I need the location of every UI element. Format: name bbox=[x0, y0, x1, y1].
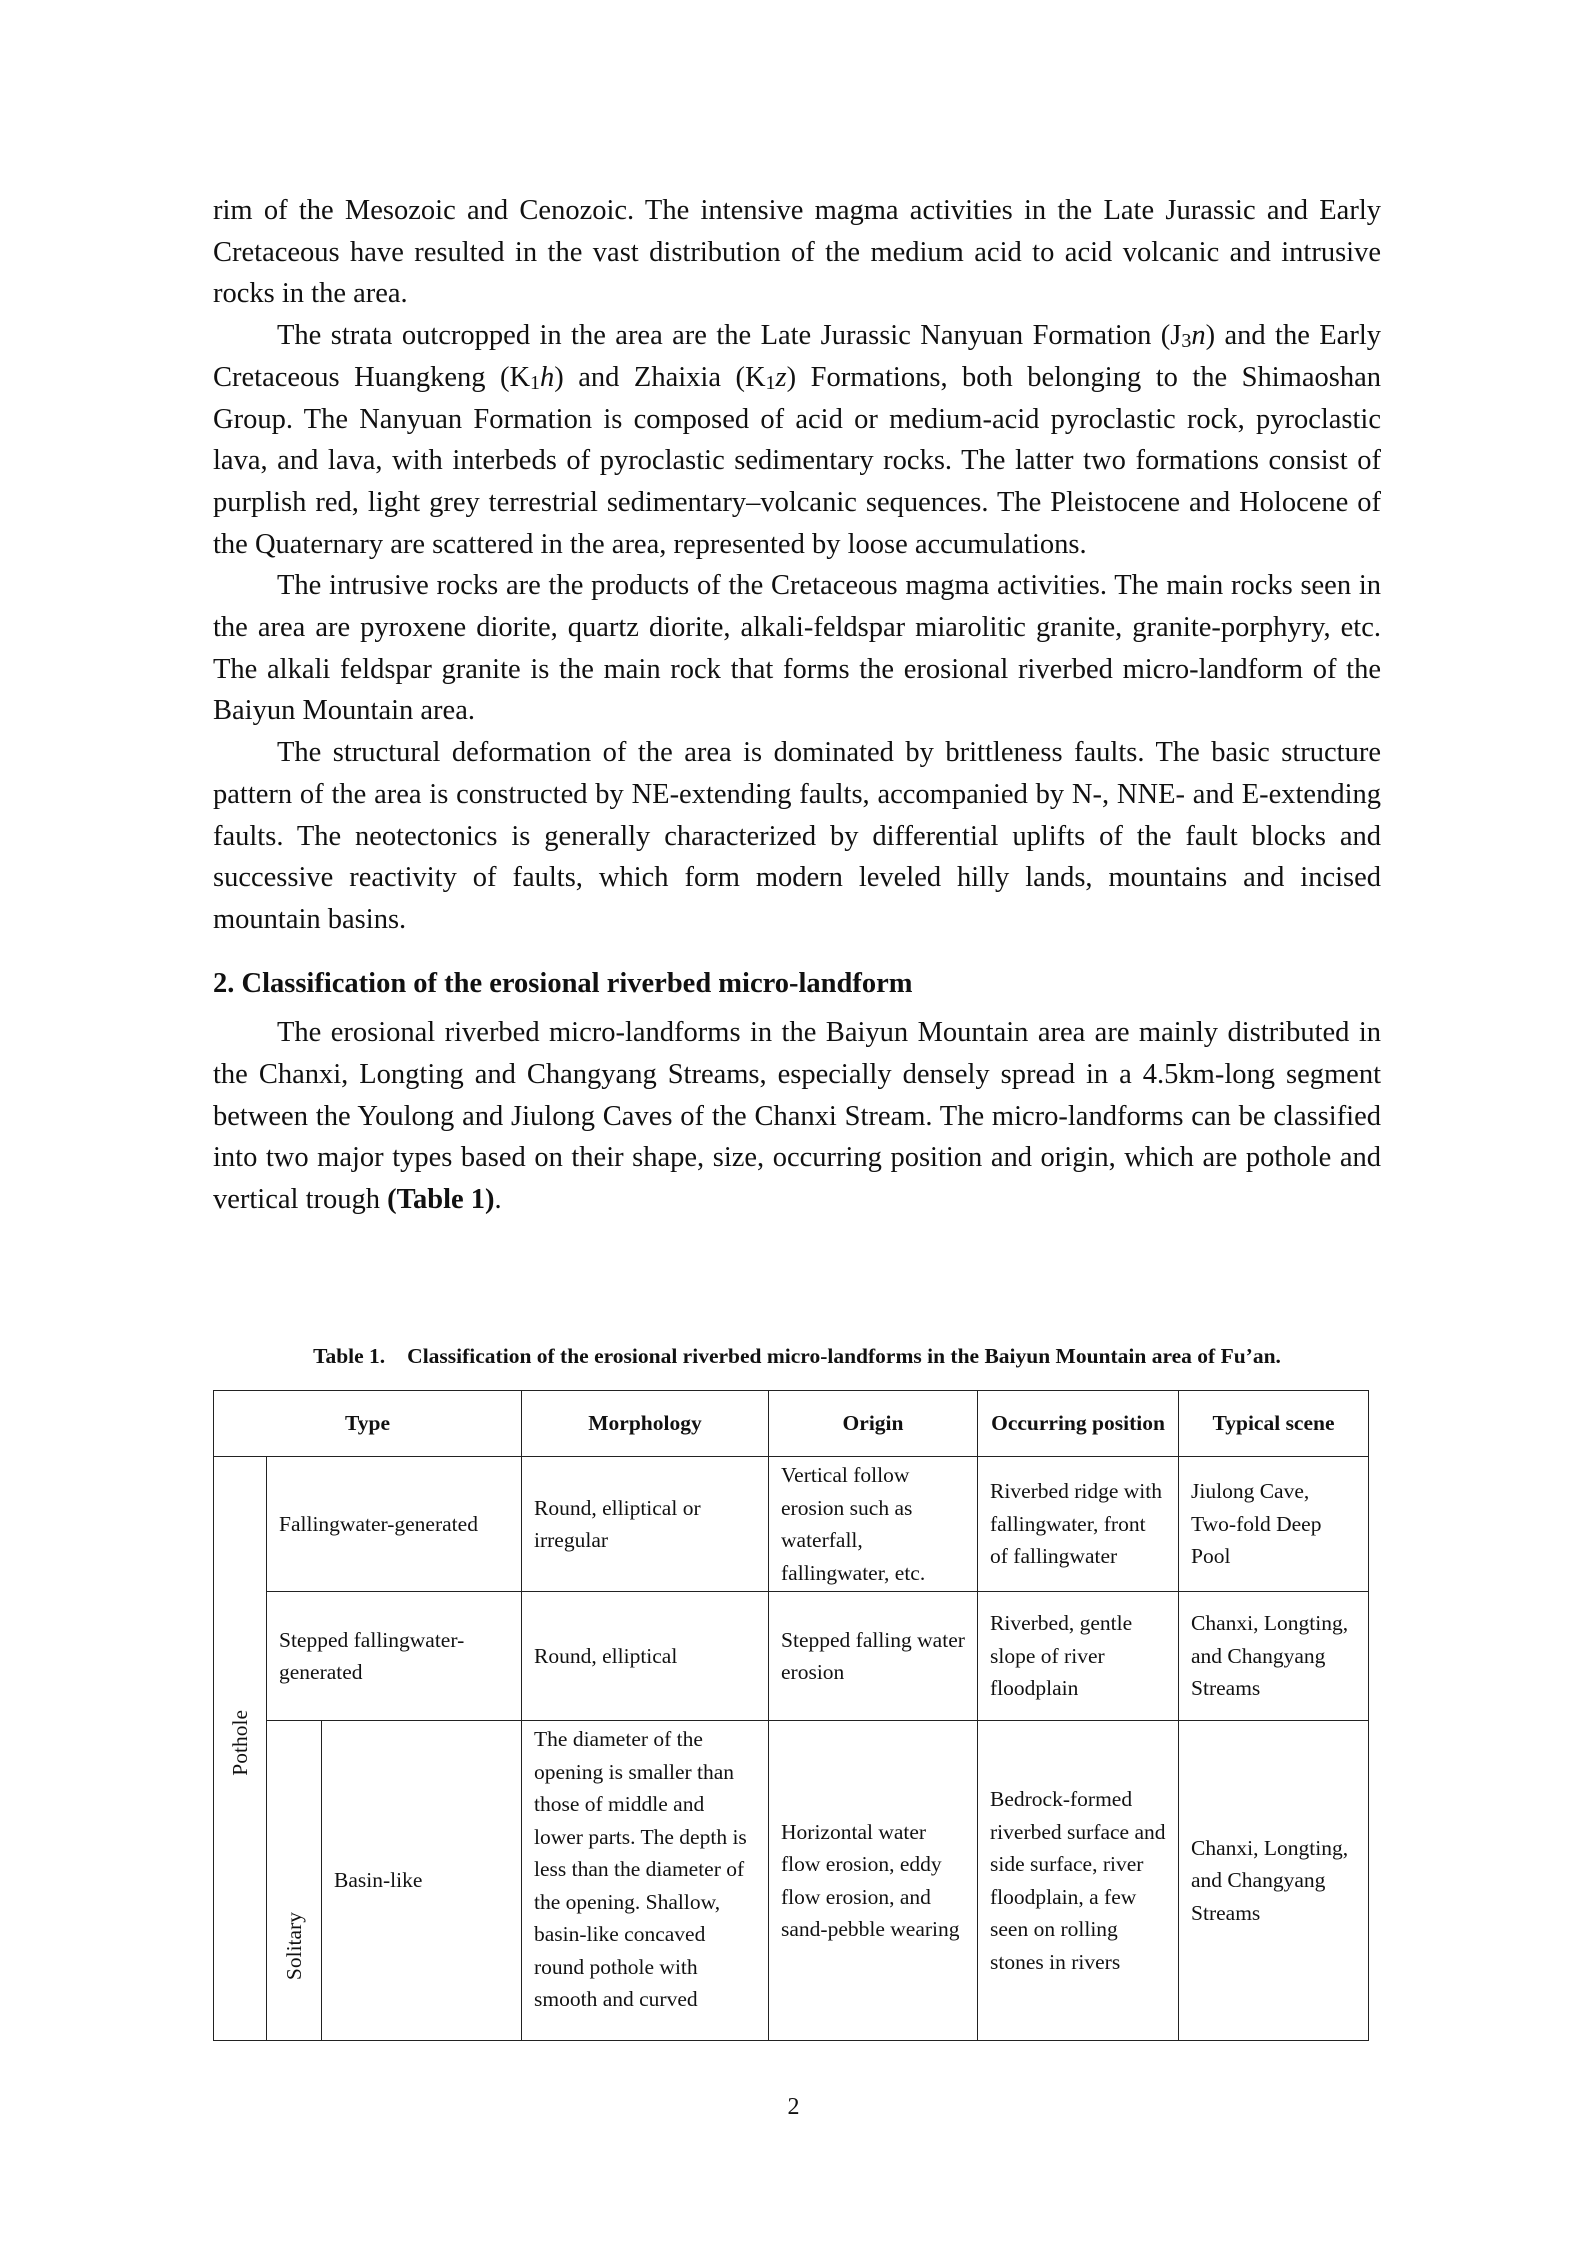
cell-origin: Stepped falling water erosion bbox=[769, 1592, 978, 1721]
header-position: Occurring position bbox=[978, 1391, 1179, 1457]
cell-position: Riverbed, gentle slope of river floodplain bbox=[978, 1592, 1179, 1721]
header-scene: Typical scene bbox=[1179, 1391, 1369, 1457]
p1-text-d: ) Formations, both belonging to the Shimaoshan Group. The Nanyuan Formation is composed of acid or medium-acid pyroclastic rock, pyroclastic lava, and lava, with interbeds of pyroclastic sedimentary rocks. The latter two formations consist of purplish red, light grey terrestrial sedimentary–volcanic sequences. The Pleistocene and Holocene of the Quaternary are scattered in the area, represented by loose accumulations. bbox=[213, 361, 1381, 560]
cell-type: Stepped fallingwater-generated bbox=[267, 1592, 522, 1721]
table-caption bbox=[213, 1344, 1381, 1369]
group-cell-pothole bbox=[214, 1457, 267, 2041]
p1-italic-c: z bbox=[775, 361, 787, 393]
paragraph-strata bbox=[213, 315, 1381, 565]
paragraph-intrusive-rocks: The intrusive rocks are the products of the Cretaceous magma activities. The main rocks seen in the area are pyroxene diorite, quartz diorite, alkali-feldspar miarolitic granite, granite-porphyry, etc. The alkali feldspar granite is the main rock that forms the erosional riverbed micro-landform of the Baiyun Mountain area. bbox=[213, 570, 1381, 727]
classification-text: The erosional riverbed micro-landforms in the Baiyun Mountain area are mainly distributed in the Chanxi, Longting and Changyang Streams, especially densely spread in a 4.5km-long segment between the Youlong and Jiulong Caves of the Chanxi Stream. The micro-landforms can be classified into two major types based on their shape, size, occurring position and origin, which are pothole and vertical trough bbox=[213, 1017, 1381, 1216]
cell-morphology: Round, elliptical bbox=[522, 1592, 769, 1721]
header-type: Type bbox=[214, 1391, 522, 1457]
p1-sub-a: 3 bbox=[1181, 330, 1192, 353]
group-label-pothole: Pothole bbox=[227, 1709, 252, 1776]
cell-morphology: The diameter of the opening is smaller than those of middle and lower parts. The depth is less than the diameter of the opening. Shallow, basin-like concaved round pothole with smooth and curved bbox=[522, 1721, 769, 2041]
cell-scene: Jiulong Cave, Two-fold Deep Pool bbox=[1179, 1457, 1369, 1592]
cell-type: Basin-like bbox=[322, 1721, 522, 2041]
subgroup-cell-solitary bbox=[267, 1721, 322, 2041]
p1-italic-b: h bbox=[540, 361, 555, 393]
header-morphology: Morphology bbox=[522, 1391, 769, 1457]
table-row bbox=[214, 1721, 1369, 2041]
classification-end: . bbox=[494, 1184, 502, 1216]
body-text bbox=[213, 190, 1381, 1221]
p1-text-c: ) and Zhaixia (K bbox=[554, 361, 766, 393]
p1-italic-a: n bbox=[1191, 320, 1206, 352]
section-heading: 2. Classification of the erosional riverbed micro-landform bbox=[213, 967, 913, 999]
p1-text-b: ) and the Early Cretaceous Huangkeng (K bbox=[213, 320, 1381, 393]
p1-text-a: The strata outcropped in the area are the Late Jurassic Nanyuan Formation (J bbox=[277, 320, 1182, 352]
classification-table bbox=[213, 1390, 1369, 2041]
table-row bbox=[214, 1592, 1369, 1721]
cell-morphology: Round, elliptical or irregular bbox=[522, 1457, 769, 1592]
header-origin: Origin bbox=[769, 1391, 978, 1457]
table-row bbox=[214, 1457, 1369, 1592]
paragraph-continuation: rim of the Mesozoic and Cenozoic. The intensive magma activities in the Late Jurassic and Early Cretaceous have resulted in the vast distribution of the medium acid to acid volcanic and intrusive rocks in the area. bbox=[213, 195, 1381, 310]
p1-sub-b: 1 bbox=[530, 371, 541, 394]
table-caption-label: Table 1. bbox=[313, 1344, 386, 1368]
page-number: 2 bbox=[787, 2094, 800, 2120]
cell-origin: Vertical follow erosion such as waterfall, fallingwater, etc. bbox=[769, 1457, 978, 1592]
subgroup-label-solitary: Solitary bbox=[281, 1912, 306, 1981]
table-reference: (Table 1) bbox=[387, 1184, 495, 1216]
table-header-row bbox=[214, 1391, 1369, 1457]
table-caption-text: Classification of the erosional riverbed micro-landforms in the Baiyun Mountain area of Fu’an. bbox=[407, 1344, 1281, 1368]
cell-type: Fallingwater-generated bbox=[267, 1457, 522, 1592]
cell-origin: Horizontal water flow erosion, eddy flow erosion, and sand-pebble wearing bbox=[769, 1721, 978, 2041]
cell-scene: Chanxi, Longting, and Changyang Streams bbox=[1179, 1721, 1369, 2041]
cell-position: Riverbed ridge with fallingwater, front of fallingwater bbox=[978, 1457, 1179, 1592]
paragraph-classification bbox=[213, 1012, 1381, 1221]
cell-position: Bedrock-formed riverbed surface and side surface, river floodplain, a few seen on rolling stones in rivers bbox=[978, 1721, 1179, 2041]
cell-scene: Chanxi, Longting, and Changyang Streams bbox=[1179, 1592, 1369, 1721]
paragraph-structural: The structural deformation of the area is dominated by brittleness faults. The basic structure pattern of the area is constructed by NE-extending faults, accompanied by N-, NNE- and E-extending faults. The neotectonics is generally characterized by differential uplifts of the fault blocks and successive reactivity of faults, which form modern leveled hilly lands, mountains and incised mountain basins. bbox=[213, 737, 1381, 935]
p1-sub-c: 1 bbox=[765, 371, 776, 394]
